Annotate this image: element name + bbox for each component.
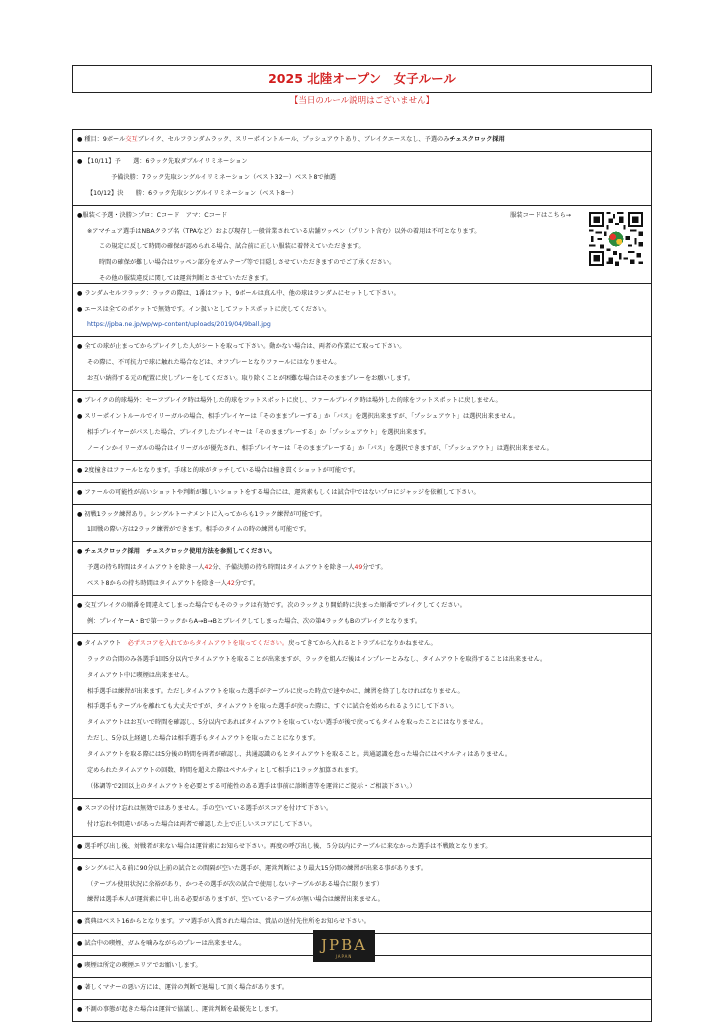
rule-line: ● チェスクロック採用 チェスクロック使用方法を参照してください。 bbox=[77, 548, 276, 556]
rule-line: 付け忘れや間違いがあった場合は両者で確認した上で正しいスコアにして下さい。 bbox=[87, 820, 316, 828]
rule-line: ● ファールの可能性が高いショットや判断が難しいショットをする場合には、運営素もしくは試合中ではないプロにジャッジを依頼して下さい。 bbox=[77, 488, 480, 496]
rule-line: ● 選手呼び出し後、対戦者が来ない場合は運営素にお知らせ下さい。再度の呼び出し後、５分以内にテーブルに来なかった選手は不戦敗となります。 bbox=[77, 842, 492, 850]
rule-line: （テーブル使用状況に余裕があり、かつその選手が次の試合で使用しないテーブルがある場合に限ります） bbox=[87, 880, 383, 888]
rule-section-break-foul bbox=[73, 391, 651, 461]
rule-line: ● 試合中の喫煙、ガムを噛みながらのプレーは出来ません。 bbox=[77, 940, 246, 948]
rule-line: 1回戦の際い方は2ラック練習ができます。相手のタイムの時の練習も可能です。 bbox=[87, 526, 311, 534]
rule-section-no-show bbox=[73, 837, 651, 859]
rule-line: その際に、不可抗力で球に触れた場合などは、オフプレーとなりファールにはなりません。 bbox=[87, 359, 341, 367]
rule-line: 定められたタイムアウトの回数、時間を超えた際はペナルティとして相手に1ラック加算されます。 bbox=[87, 767, 362, 775]
rule-line: 例：プレイヤーA・Bで第一ラックからA→B→Bとブレイクしてしまった場合、次の第4ラックもBのブレイクとなります。 bbox=[87, 617, 422, 625]
rule-line: ラックの合間のみ各選手1回5分以内でタイムアウトを取ることが出来ますが、ラックを組んだ後はインプレーとみなし、タイムアウトを取得することは出来ません。 bbox=[87, 655, 547, 663]
rule-line: タイムアウト中に喫煙は出来ません。 bbox=[87, 671, 193, 679]
logo-subtext: JAPAN bbox=[335, 954, 353, 959]
rule-line: 予選の持ち時間はタイムアウトを除き一人42分、予備決勝の持ち時間はタイムアウトを除き一人49分です。 bbox=[87, 564, 387, 572]
rule-line: ● 初戦1ラック練習あり。シングルトーナメントに入ってからも1ラック練習が可能です。 bbox=[77, 510, 326, 518]
rule-section-rack bbox=[73, 284, 651, 338]
rule-line: ● 全ての球が止まってからブレイクした人がシートを取って下さい。動かない場合は、両者の作業にて取って下さい。 bbox=[77, 343, 406, 351]
rule-line: 相手選手もテーブルを離れても大丈夫ですが、タイムアウトを取った選手が戻った際に、すぐに試合を始められるようにして下さい。 bbox=[87, 703, 458, 711]
rule-line: ● ランダムセルフラック：ラックの際は、1番はフット、9ボールは真ん中、他の球はランダムにセットして下さい。 bbox=[77, 289, 400, 297]
rule-section-alternate-break bbox=[73, 596, 651, 634]
logo-text: JPBA bbox=[321, 936, 367, 954]
jpba-logo bbox=[313, 930, 375, 962]
rule-section-timeout bbox=[73, 634, 651, 799]
page-subtitle: 【当日のルール説明はございません】 bbox=[289, 96, 435, 106]
rule-line: 時間の確保が難しい場合はワッペン部分をガムテープ等で目隠しさせていただきますのでご了承ください。 bbox=[99, 259, 396, 267]
rule-section-double-hit bbox=[73, 461, 651, 483]
rule-section-game bbox=[73, 130, 651, 152]
rule-line: 【10/12】決 勝：6ラック先取シングルイリミネーション（ベスト8～） bbox=[87, 189, 298, 197]
rule-line: ● エースは全てのポケットで無効です。イン扱いとしてフットスポットに戻してください。 bbox=[77, 305, 331, 313]
rule-line: 予備決勝：7ラック先取シングルイリミネーション（ベスト32～）ベスト8で抽選 bbox=[111, 173, 336, 181]
page-title: 2025 北陸オープン 女子ルール bbox=[72, 65, 652, 93]
rule-line: ●服装＜予選・決勝＞プロ：Cコード アマ：Cコード bbox=[77, 211, 228, 219]
rule-section-break-seat bbox=[73, 337, 651, 391]
rule-line: ただし、5分以上経過した場合は相手選手もタイムアウトを取ったことになります。 bbox=[87, 735, 320, 743]
rule-line: 相手プレイヤーがパスした場合、ブレイクしたプレイヤーは「そのままプレーする」か「プッシュアウト」を選択出来ます。 bbox=[87, 428, 431, 436]
rule-line: ● スコアの付け忘れは無効ではありません。手の空いている選手がスコアを付けて下さい。 bbox=[77, 804, 333, 812]
rule-line: ● 賞典はベスト16からとなります。アマ選手が入賞された場合は、賞品の送付先住所をお知らせ下さい。 bbox=[77, 918, 370, 926]
rule-line: 相手選手は練習が出来ます。ただしタイムアウトを取った選手がテーブルに戻った時点で速やかに、練習を終了しなければなりません。 bbox=[87, 687, 464, 695]
qr-code-icon[interactable] bbox=[589, 212, 643, 266]
rule-section-warmup bbox=[73, 859, 651, 913]
rule-section-dress-code bbox=[73, 206, 651, 284]
dress-code-link-label: 服装コードはこちら→ bbox=[510, 211, 571, 219]
rule-line: タイムアウトはお互いで時間を確認し、5分以内であればタイムアウトを取っていない選手が後で戻ってもタイムを取ったことにはなりません。 bbox=[87, 719, 487, 727]
rule-line: タイムアウトを取る際には5分後の時間を両者が確認し、共通認識のもとタイムアウトを取ること。共通認識を怠った場合にはペナルティはありません。 bbox=[87, 751, 512, 759]
rule-line: お互い納得する元の配置に戻しプレーをしてください。取り除くことが困難な場合はそのままプレーをお願いします。 bbox=[87, 375, 414, 383]
rule-line: ● ブレイクの的球場外：セーフブレイク時は場外した的球をフットスポットに戻し、ファールブレイク時は場外した的球をフットスポットに戻しません。 bbox=[77, 397, 502, 405]
rule-line: ノーインかイリーガルの場合はイリーガルが優先され、相手プレイヤーは「そのままプレーする」か「パス」を選択できますが、「プッシュアウト」は選択出来ません。 bbox=[87, 444, 553, 452]
rule-line: ● 種目：9ボール交互ブレイク、セルフランダムラック、スリーポイントルール、プッシュアウトあり、ブレイクエースなし、予選のみチェスクロック採用 bbox=[77, 136, 505, 143]
rule-line: この規定に反して時間の確保が認められる場合、試合前に正しい服装に着替えていただきます。 bbox=[99, 243, 365, 251]
rule-line: ※アマチュア選手はNBAクラブ名（TPAなど）および現存し一般営業されている店舗ワッペン（プリント含む）以外の着用は不可となります。 bbox=[87, 227, 481, 235]
rule-line: ● 著しくマナーの悪い方には、運営の判断で退場して頂く場合があります。 bbox=[77, 984, 289, 992]
rule-line: ● シングルに入る前に90分以上前の試合との間隔が空いた選手が、運営判断により最大15分間の練習が出来る事があります。 bbox=[77, 864, 428, 872]
rule-line: ● 【10/11】予 選：6ラック先取ダブルイリミネーション bbox=[77, 157, 248, 165]
rule-line: ● 2度撞きはファールとなります。手球と的球がタッチしている場合は撞き貫くショットが可能です。 bbox=[77, 466, 360, 474]
rules-table bbox=[72, 129, 652, 1022]
rule-line: その他の服装違反に関しては運営判断とさせていただきます。 bbox=[99, 275, 272, 283]
rule-line: ● タイムアウト 必ずスコアを入れてからタイムアウトを取ってください。戻ってきてから入れるとトラブルになりかねません。 bbox=[77, 639, 437, 647]
rule-section-schedule bbox=[73, 152, 651, 206]
rule-line: ● 交互ブレイクの順番を間違えてしまった場合でもそのラックは有効です。次のラックより開始時に決まった順番でブレイクしてください。 bbox=[77, 602, 466, 610]
rack-diagram-link[interactable]: https://jpba.ne.jp/wp/wp-content/uploads/2019/04/9ball.jpg bbox=[87, 321, 271, 329]
rule-line: ● 喫煙は所定の喫煙エリアでお願いします。 bbox=[77, 962, 202, 970]
rule-section-chess-clock bbox=[73, 542, 651, 596]
rule-line: ● スリーポイントルールでイリーガルの場合、相手プレイヤーは「そのままプレーする」か「パス」を選択出来ますが、「プッシュアウト」は選択出来ません。 bbox=[77, 412, 520, 420]
rule-line: ベスト8からの持ち時間はタイムアウトを除き一人42分です。 bbox=[87, 580, 260, 588]
rule-line: （体調等で2回以上のタイムアウトを必要とする可能性のある選手は事前に診断書等を運営にご提示・ご相談下さい。） bbox=[87, 783, 416, 790]
rule-section-score bbox=[73, 799, 651, 837]
rule-line: ● 不測の事態が起きた場合は運営で協議し、運営判断を最優先とします。 bbox=[77, 1005, 282, 1013]
rule-section-manners bbox=[73, 978, 651, 1000]
rule-line: 練習は選手本人が運営素に申し出る必要がありますが、空いているテーブルが無い場合は練習出来ません。 bbox=[87, 896, 384, 904]
rule-section-practice bbox=[73, 505, 651, 543]
rule-section-unforeseen bbox=[73, 1000, 651, 1021]
rule-section-judge bbox=[73, 483, 651, 505]
